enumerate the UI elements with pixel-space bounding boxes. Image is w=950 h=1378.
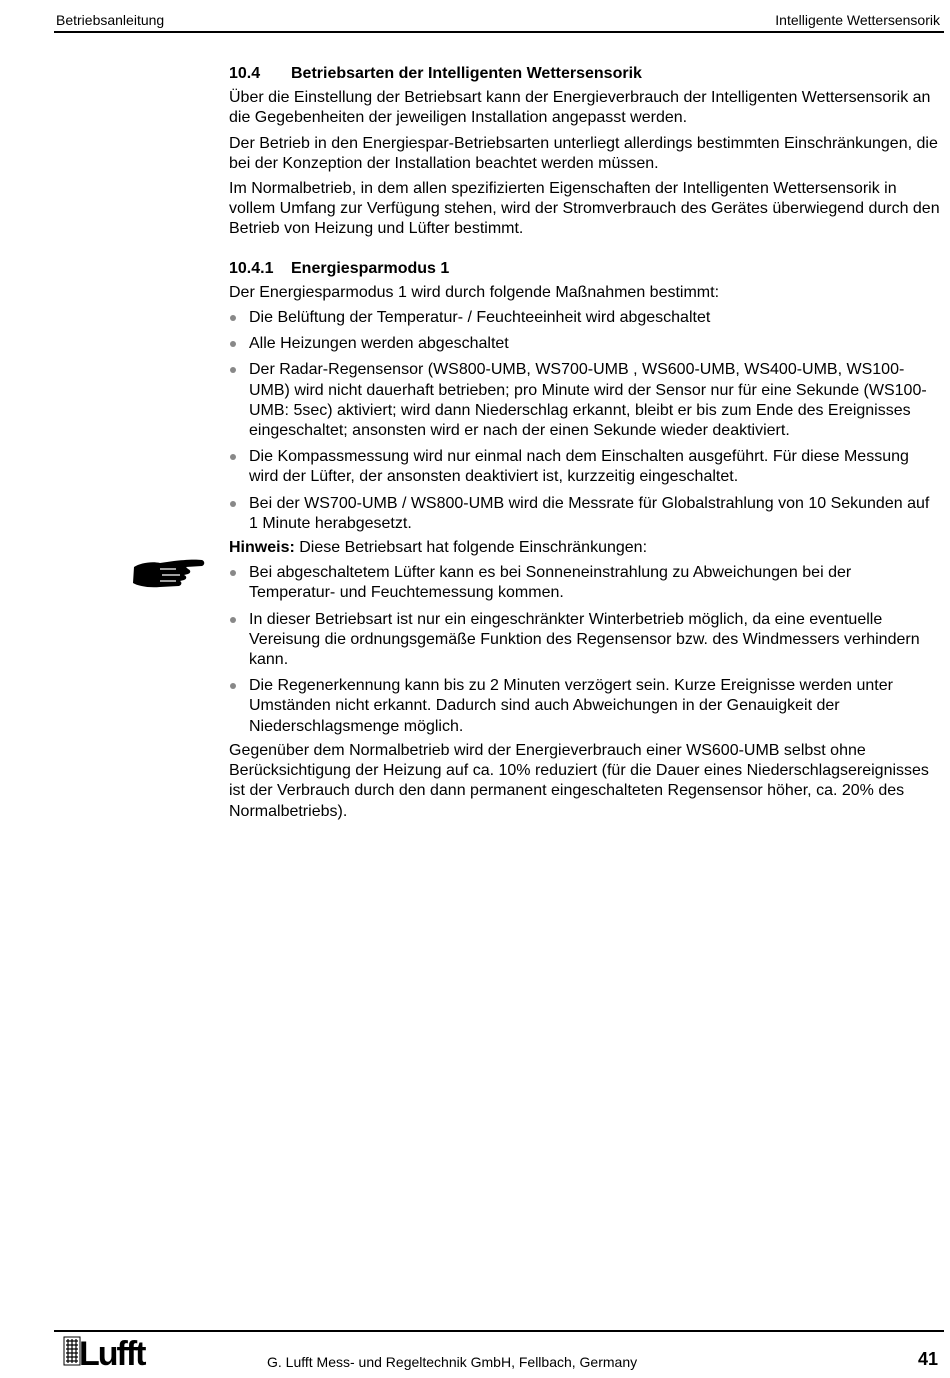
bullet-icon — [230, 501, 236, 507]
bullet-icon — [230, 367, 236, 373]
pointing-hand-icon — [130, 555, 206, 591]
closing-paragraph: Gegenüber dem Normalbetrieb wird der Energieverbrauch einer WS600-UMB selbst ohne Berücksichtigung der Heizung auf ca. 10% reduziert (für die Dauer eines Niederschlagsereignisses ist der Verbrauch durch den dann permanent eingeschalteten Regensensor höher, ca. 20% des Normalbetriebs). — [229, 741, 929, 820]
header-right: Intelligente Wettersensorik — [775, 12, 940, 28]
bullet-icon — [230, 570, 236, 576]
section-paragraph: Über die Einstellung der Betriebsart kann der Energieverbrauch der Intelligenten Wettersensorik an die Gegebenheiten der jeweiligen Installation angepasst werden. — [229, 89, 931, 127]
list-item-text: Bei abgeschaltetem Lüfter kann es bei Sonneneinstrahlung zu Abweichungen bei der Temperatur- und Feuchtemessung kommen. — [249, 564, 852, 602]
list-item-text: Bei der WS700-UMB / WS800-UMB wird die Messrate für Globalstrahlung von 10 Sekunden auf 1 Minute herabgesetzt. — [249, 494, 930, 532]
list-item — [229, 308, 941, 328]
note-text: Diese Betriebsart hat folgende Einschränkungen: — [294, 539, 648, 557]
restrictions-list — [229, 563, 941, 737]
list-item — [229, 334, 941, 354]
bullet-icon — [230, 341, 236, 347]
list-item-text: Die Kompassmessung wird nur einmal nach dem Einschalten ausgeführt. Für diese Messung wird der Lüfter, der ansonsten deaktiviert ist, kurzzeitig eingeschaltet. — [249, 448, 909, 486]
list-item — [229, 494, 941, 534]
list-item — [229, 610, 941, 671]
list-item — [229, 563, 941, 603]
section-paragraph: Der Betrieb in den Energiespar-Betriebsarten unterliegt allerdings bestimmten Einschränkungen, die bei der Konzeption der Installation beachtet werden müssen. — [229, 134, 938, 172]
header-divider — [54, 31, 944, 33]
note — [229, 538, 941, 558]
subsection-intro: Der Energiesparmodus 1 wird durch folgende Maßnahmen bestimmt: — [229, 283, 720, 301]
list-item-text: Alle Heizungen werden abgeschaltet — [249, 335, 509, 353]
list-item-text: Die Belüftung der Temperatur- / Feuchteeinheit wird abgeschaltet — [249, 309, 711, 327]
section-heading — [229, 64, 941, 84]
bullet-icon — [230, 683, 236, 689]
logo-text: Lufft — [79, 1335, 145, 1369]
list-item-text: Die Regenerkennung kann bis zu 2 Minuten verzögert sein. Kurze Ereignisse werden unter Umständen nicht erkannt. Dadurch sind auch Abweichungen in der Genauigkeit der Niederschlagsmenge möglich. — [249, 677, 893, 735]
lufft-logo — [63, 1333, 153, 1369]
list-item-text: In dieser Betriebsart ist nur ein eingeschränkter Winterbetrieb möglich, da eine eventuelle Vereisung die ordnungsgemäße Funktion des Regensensor bzw. des Windmessers verhindern kann. — [249, 610, 920, 669]
bullet-icon — [230, 315, 236, 321]
subsection-heading — [229, 259, 941, 279]
section-title: Betriebsarten der Intelligenten Wettersensorik — [291, 65, 642, 82]
section-number: 10.4 — [229, 65, 261, 82]
subsection-number: 10.4.1 — [229, 259, 274, 277]
note-label: Hinweis: — [229, 539, 295, 557]
footer-company: G. Lufft Mess- und Regeltechnik GmbH, Fellbach, Germany — [267, 1354, 638, 1370]
page-number: 41 — [917, 1349, 938, 1369]
footer-divider — [54, 1330, 944, 1332]
measures-list — [229, 308, 941, 534]
list-item — [229, 360, 941, 441]
list-item-text: Der Radar-Regensensor (WS800-UMB, WS700-UMB , WS600-UMB, WS400-UMB, WS100-UMB) wird nicht dauerhaft betrieben; pro Minute wird der Sensor nur für eine Sekunde (WS100-UMB: 5sec) aktiviert; wird dann Niederschlag erkannt, bleibt er bis zum Ende des Ereignisses eingeschaltet; ansonsten wird er nach der einen Sekunde wieder deaktiviert. — [249, 361, 927, 440]
section-paragraph: Im Normalbetrieb, in dem allen spezifizierten Eigenschaften der Intelligenten Wettersensorik in vollem Umfang zur Verfügung stehen, wird der Stromverbrauch des Gerätes überwiegend durch den Betrieb von Heizung und Lüfter bestimmt. — [229, 180, 940, 238]
subsection-title: Energiesparmodus 1 — [291, 259, 450, 277]
header-left: Betriebsanleitung — [56, 12, 165, 28]
list-item — [229, 447, 941, 487]
main-content — [229, 64, 941, 827]
bullet-icon — [230, 454, 236, 460]
bullet-icon — [230, 617, 236, 623]
list-item — [229, 676, 941, 737]
